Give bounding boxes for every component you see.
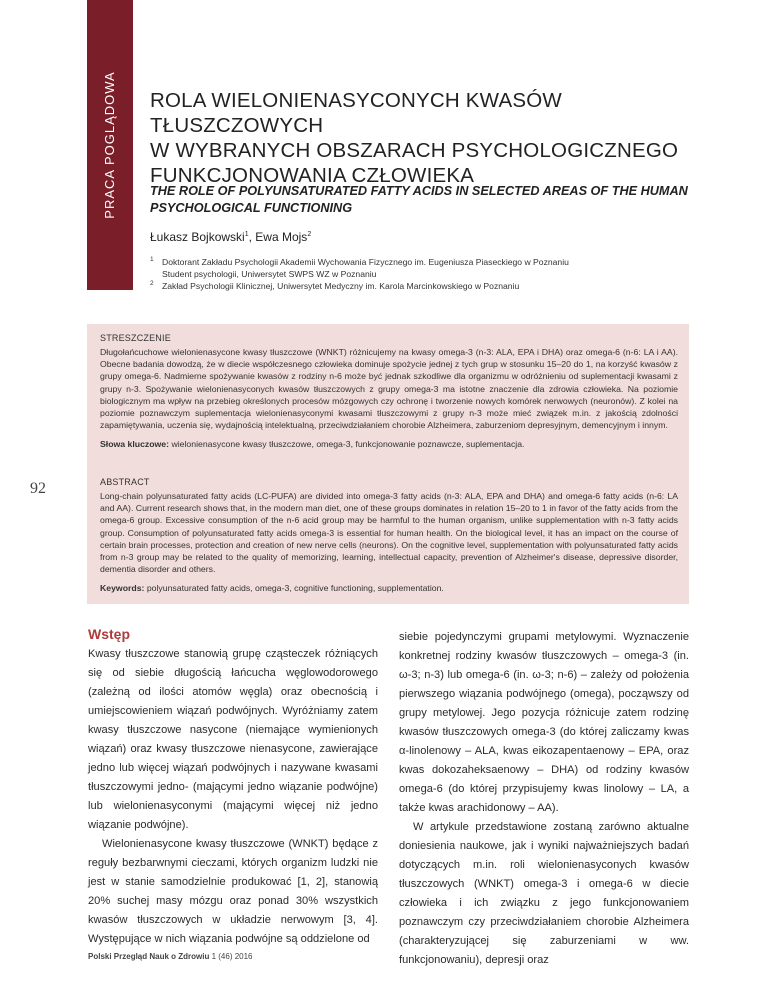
body-paragraph: Kwasy tłuszczowe stanowią grupę cząsteczek różniących się od siebie długością łańcucha węglowodorowego (zależną od ilości atomów węgla) oraz obecnością i umiejscowieniem wiązań podwójnych. Wyróżniamy zatem kwasy tłuszczowe nasycone (niemające wymienionych wiązań) oraz kwasy tłuszczowe nienasycone, zawierające jedno lub więcej wiązań podwójnych i nazywane kwasami tłuszczowymi jedno- (mającymi jedno wiązanie podwójne) lub wielonienasyconymi (mającymi więcej niż jedno wiązanie podwójne). [88, 648, 378, 831]
author-affiliation-marker: 1 [244, 231, 249, 238]
affiliation-marker: 2 [150, 280, 154, 287]
body-paragraph: W artykule przedstawione zostaną zarówno aktualne doniesienia naukowe, jak i wyniki najważniejszych badań dotyczących m.in. roli wielonienasyconych kwasów tłuszczowych (WNKT) omega-3 i omega-6 w diecie człowieka i ich związku z jego funkcjonowaniem poznawczym czy przeciwdziałaniem chorobie Alzheimera (charakteryzującej się zaburzeniami w ww. funkcjonowaniu), depresji oraz [399, 821, 689, 966]
keywords-polish [100, 439, 678, 449]
affiliation-text: Student psychologii, Uniwersytet SWPS WZ w Poznaniu [162, 269, 377, 279]
author-name: Ewa Mojs [255, 230, 308, 244]
body-paragraph: Wielonienasycone kwasy tłuszczowe (WNKT) będące z reguły bezbarwnymi cieczami, których organizm ludzki nie jest w stanie samodzielnie produkować [1, 2], stanowią 20% suchej masy mózgu oraz ponad 30% wszystkich kwasów tłuszczowych w układzie nerwowym [3, 4]. Występujące w nich wiązania podwójne są oddzielone od [88, 838, 378, 945]
keywords-english-text: polyunsaturated fatty acids, omega-3, cognitive functioning, supplementation. [144, 583, 444, 594]
keywords-polish-text: wielonienasycone kwasy tłuszczowe, omega-3, funkcjonowanie poznawcze, suplementacja. [169, 439, 525, 450]
affiliation-marker: 1 [150, 256, 154, 263]
affiliation-text: Zakład Psychologii Klinicznej, Uniwersytet Medyczny im. Karola Marcinkowskiego w Poznaniu [162, 281, 520, 291]
article-title: ROLA WIELONIENASYCONYCH KWASÓW TŁUSZCZOWYCH W WYBRANYCH OBSZARACH PSYCHOLOGICZNEGO FUNKCJONOWANIA CZŁOWIEKA [150, 89, 679, 187]
author-separator: , [248, 230, 256, 244]
section-heading: Wstęp [88, 626, 130, 642]
body-column-right [399, 628, 689, 970]
affiliation-text: Doktorant Zakładu Psychologii Akademii Wychowania Fizycznego im. Eugeniusza Piaseckiego w Poznaniu [162, 257, 569, 267]
author-list [150, 230, 311, 244]
author-name: Łukasz Bojkowski [150, 230, 245, 244]
affiliation-item [150, 280, 710, 292]
body-paragraph: siebie pojedynczymi grupami metylowymi. Wyznaczenie konkretnej rodziny kwasów tłuszczowych – omega-3 (in. ω-3; n-3) lub omega-6 (in. ω-3; n-6) – zależy od położenia pierwszego wiązania podwójnego (omega), począwszy od grupy metylowej. Jego pozycja różnicuje zatem rodzinę kwasów tłuszczowych omega-3 (do której zaliczamy kwas α-linolenowy – ALA, kwas eikozapentaenowy – EPA, oraz kwas dokozaheksaenowy – DHA) od rodziny kwasów omega-6 (do której przypisujemy kwas linolowy – LA, a także kwas arachidonowy – AA). [399, 631, 689, 814]
journal-footer [88, 952, 253, 961]
journal-issue: 1 (46) 2016 [209, 952, 253, 961]
author-affiliation-marker: 2 [307, 231, 312, 238]
keywords-english-label: Keywords: [100, 583, 145, 594]
body-column-left [88, 625, 378, 949]
article-subtitle-english: THE ROLE OF POLYUNSATURATED FATTY ACIDS IN SELECTED AREAS OF THE HUMAN PSYCHOLOGICAL FUNCTIONING [150, 184, 688, 215]
keywords-english [100, 583, 678, 593]
abstract-polish [100, 333, 678, 449]
journal-name: Polski Przegląd Nauk o Zdrowiu [88, 952, 210, 961]
page-number: 92 [30, 480, 46, 497]
abstract-english [100, 477, 678, 593]
abstract-english-text: Long-chain polyunsaturated fatty acids (LC-PUFA) are divided into omega-3 fatty acids (n-3: ALA, EPA and DHA) and omega-6 fatty acids (n-6: LA and AA). Current research shows that, in the modern man diet, one of these groups dominates in relation 15–20 to 1 in favor of the fatty acids from the omega-6 group. Excessive consumption of the n-6 acid group may be harmful to the human organism, unlike supplementation with n-3 fatty acids group. Consumption of polyunsaturated fatty acids omega-3 is essential for human health. On the biological level, it has an impact on the course of certain brain processes, protection and creation of new nerve cells (neurons). On the cognitive level, supplementation with polyunsaturated fatty acids from n-3 group may be related to the quality of memorizing, learning, intellectual capacity, prevention of Alzheimer's disease, depressive disorder, dementia disorder and others. [100, 491, 678, 575]
abstract-polish-text: Długołańcuchowe wielonienasycone kwasy tłuszczowe (WNKT) różnicujemy na kwasy omega-3 (n-3: ALA, EPA i DHA) oraz omega-6 (n-6: LA i AA). Obecne badania dowodzą, że w diecie współczesnego człowieka dominuje spożycie jednej z tych grup w stosunku 15–20 do 1, na korzyść kwasów z grupy omega-6. Nadmierne spożywanie kwasów z rodziny n-6 może być jednak szkodliwe dla organizmu w odróżnieniu od suplementacji kwasami z grupy n-3. Spożywanie wielonienasyconych kwasów tłuszczowych z grupy omega-3 ma istotne znaczenie dla zdrowia człowieka. Na poziomie biologicznym ma wpływ na przebieg określonych procesów mózgowych czy ochronę i tworzenie nowych komórek nerwowych (neuronów). Z kolei na poziomie poznawczym suplementacja wielonienasyconymi kwasami tłuszczowymi z grupy n-3 może mieć związek m.in. z jakością zdolności zapamiętywania, uczenia się, wydajnością intelektualną, przeciwdziałaniem chorobie Alzheimera, zaburzeniom depresyjnym, demencyjnym i innym. [100, 347, 678, 431]
abstract-polish-heading: STRESZCZENIE [100, 333, 171, 343]
article-type-label: PRACA POGLĄDOWA [102, 71, 117, 219]
affiliation-item [150, 256, 710, 268]
affiliation-item [150, 268, 710, 280]
article-type-tab [87, 0, 133, 290]
abstract-english-heading: ABSTRACT [100, 477, 150, 487]
keywords-polish-label: Słowa kluczowe: [100, 439, 170, 450]
abstract-box [87, 324, 689, 604]
affiliation-list [150, 256, 710, 292]
